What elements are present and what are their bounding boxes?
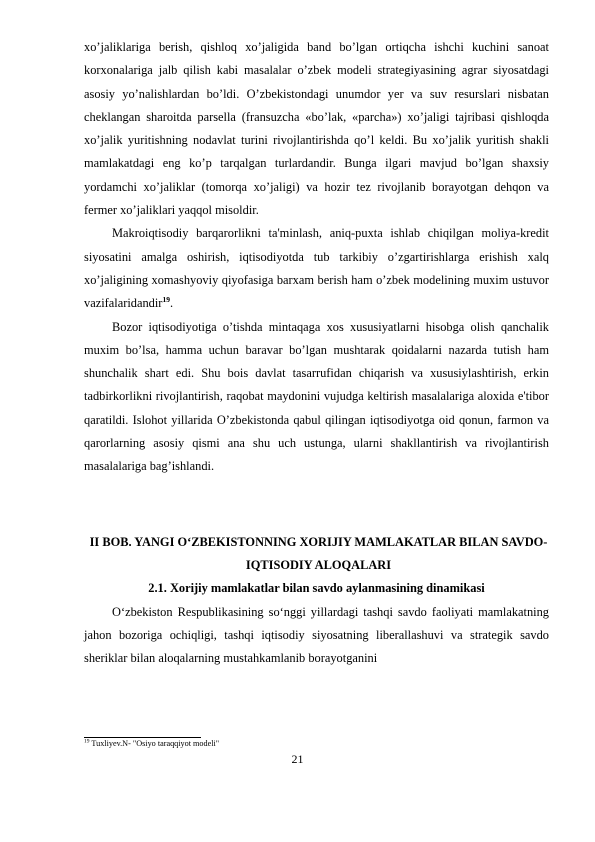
- footnote-text: Tuxliyev.N- "Osiyo taraqqiyot modeli": [89, 739, 220, 748]
- page-content: [84, 36, 549, 670]
- footnote-reference[interactable]: 19: [162, 295, 170, 305]
- section-title: 2.1. Xorijiy mamlakatlar bilan savdo aylanmasining dinamikasi: [148, 581, 485, 596]
- body-paragraph-1: xo’jaliklariga berish, qishloq xo’jaligida band bo’lgan ortiqcha ishchi kuchini sanoat korxonalariga jalb qilish kabi masalalar o’zbek modeli strategiyasining agrar siyosatdagi asosiy yo’nalishlardan bo’ldi. O’zbekistondagi unumdor yer va suv resurslari nisbatan cheklangan sharoitda parsella (fransuzcha «bo’lak, «parcha») xo’jaligi tajribasi qishloqda xo’jalik yuritishning nodavlat turini rivojlantirishda qo’l keldi. Bu xo’jalik yuritish shakli mamlakatdagi eng ko’p tarqalgan turlardandir. Bunga ilgari mavjud bo’lgan shaxsiy yordamchi xo’jaliklar (tomorqa xo’jaligi) va hozir tez rivojlanib borayotgan dehqon va fermer xo’jaliklari yaqqol misoldir.: [84, 40, 549, 218]
- footnote: [84, 739, 219, 749]
- body-paragraph-2: [84, 222, 549, 315]
- footnote-number: 19: [84, 738, 90, 745]
- page-number: 21: [291, 752, 304, 766]
- section-spacer: [84, 479, 549, 531]
- section-paragraph-1: O‘zbekiston Respublikasining so‘nggi yillardagi tashqi savdo faoliyati mamlakatning jahon bozoriga ochiqligi, tashqi iqtisodiy siyosatning liberallashuvi va strategik savdo sheriklar bilan aloqalarning mustahkamlanib borayotganini: [84, 604, 549, 666]
- body-paragraph-2-text: Makroiqtisodiy barqarorlikni ta'minlash, aniq-puxta ishlab chiqilgan moliya-kredit siyosatini amalga oshirish, iqtisodiyotda tub tarkibiy o’zgartirishlarga erishish xalq xo’jaligining xomashyoviy qiyofasiga barxam berish ham o’zbek modelining muxim ustuvor vazifalaridandir: [84, 226, 549, 311]
- footnote-separator: [84, 737, 201, 738]
- chapter-title: II BOB. YANGI O‘ZBEKISTONNING XORIJIY MAMLAKATLAR BILAN SAVDO-IQTISODIY ALOQALARI: [89, 534, 548, 572]
- body-paragraph-2-end: .: [169, 296, 174, 311]
- body-paragraph-3: Bozor iqtisodiyotiga o’tishda mintaqaga xos xususiyatlarni hisobga olish qanchalik muxim bo’lsa, hamma uchun baravar bo’lgan mushtarak qoidalarni nazarda tutish ham shunchalik shart edi. Shu bois davlat tasarrufidan chiqarish va xususiylashtirish, erkin tadbirkorlikni rivojlantirish, raqobat maydonini vujudga keltirish masalalariga aloxida e'tibor qaratildi. Islohot yillarida O’zbekistonda qabul qilingan iqtisodiyotga oid qonun, farmon va qarorlarning asosiy qismi ana shu uch ustunga, ularni shakllantirish va rivojlantirish masalalariga bag’ishlandi.: [84, 319, 549, 474]
